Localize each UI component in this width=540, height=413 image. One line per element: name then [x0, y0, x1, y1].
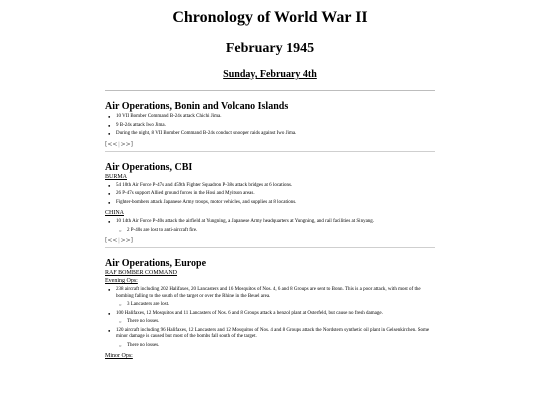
- europe-sublist-2: [105, 319, 435, 326]
- page: [105, 8, 435, 360]
- month-heading: February 1945: [225, 41, 315, 56]
- list-item: ● Fighter-bombers attack Japanese Army troops, motor vehicles, and supplies at 8 locations.: [116, 200, 435, 207]
- next-nav-button[interactable]: >>]: [120, 237, 134, 244]
- list-item: ● 54 10th Air Force P-47s and 459th Fighter Squadron P-38s attack bridges at 6 locations.: [116, 183, 435, 190]
- bonin-list: [105, 114, 435, 138]
- prev-nav-button[interactable]: [<<: [105, 140, 118, 148]
- china-list: [105, 219, 435, 226]
- europe-sublist-1: [105, 302, 435, 309]
- nav-separator: |: [118, 238, 120, 244]
- subheading-raf: RAF BOMBER COMMAND: [105, 270, 178, 276]
- nav-separator: |: [118, 141, 120, 148]
- sub-list-item: ○ 3 Lancasters are lost.: [127, 302, 435, 309]
- prev-nav-button[interactable]: [<<: [105, 237, 118, 244]
- subheading-minor-ops: Minor Ops:: [105, 353, 133, 359]
- list-item: ● 100 Halifaxes, 12 Mosquitos and 11 Lancasters of Nos. 6 and 8 Groups attack a benzol plant at Osterfeld, but cause no fresh damage.: [116, 311, 435, 318]
- section-title: Air Operations, Europe: [105, 258, 207, 269]
- divider: [105, 247, 435, 248]
- list-item: ● 120 aircraft including 96 Halifaxes, 12 Lancasters and 12 Mosquitos of Nos. 4 and 8 Groups attack the Nordstern synthetic oil plant in Gelsenkirchen. Some minor damage is caused but most of the bombs fall south of the target.: [116, 328, 435, 341]
- subheading-burma: BURMA: [105, 173, 128, 180]
- subheading-evening-ops: Evening Ops:: [105, 278, 138, 284]
- section-europe: [105, 258, 435, 360]
- europe-sublist-3: [105, 343, 435, 350]
- list-item: ● 238 aircraft including 202 Halifaxes, 20 Lancasters and 16 Mosquitos of Nos. 4, 6 and 8 Groups are sent to Bonn. This is a poor attack, with most of the bombing falling to the south of the target or over the Rhine in the Beuel area.: [116, 287, 435, 300]
- list-item: ● 9 B-24s attack Iwo Jima.: [116, 123, 435, 130]
- sub-list-item: ○ There no losses.: [127, 319, 435, 326]
- section-cbi: [105, 162, 435, 249]
- burma-list: [105, 183, 435, 207]
- sub-list-item: ○ There no losses.: [127, 343, 435, 350]
- europe-list-1: [105, 287, 435, 300]
- nav-row: [105, 142, 435, 148]
- china-sublist: [105, 228, 435, 235]
- list-item: ● 26 P-47s support Allied ground forces in the Hosi and Myitson areas.: [116, 191, 435, 198]
- list-item: ● 10 VII Bomber Command B-24s attack Chichi Jima.: [116, 114, 435, 121]
- section-title: Air Operations, Bonin and Volcano Islands: [105, 101, 289, 112]
- europe-list-3: [105, 328, 435, 341]
- divider: [105, 90, 435, 91]
- divider: [105, 151, 435, 152]
- list-item: ● During the night, 8 VII Bomber Command B-24s conduct snooper raids against Iwo Jima.: [116, 131, 435, 138]
- sub-list-item: ○ 2 P-40s are lost to anti-aircraft fire.: [127, 228, 435, 235]
- next-nav-button[interactable]: >>]: [120, 140, 134, 148]
- day-heading: [105, 69, 435, 81]
- day-label[interactable]: Sunday, February 4th: [223, 69, 317, 80]
- section-bonin: [105, 101, 435, 152]
- page-title: Chronology of World War II: [172, 9, 368, 26]
- europe-list-2: [105, 311, 435, 318]
- nav-row: [105, 238, 435, 244]
- section-title: Air Operations, CBI: [105, 161, 193, 173]
- list-item: ● 10 14th Air Force P-40s attack the airfield at Yungning, a Japanese Army headquarters at Yungning, and rail facilities at Sinyang.: [116, 219, 435, 226]
- subheading-china: CHINA: [105, 210, 124, 216]
